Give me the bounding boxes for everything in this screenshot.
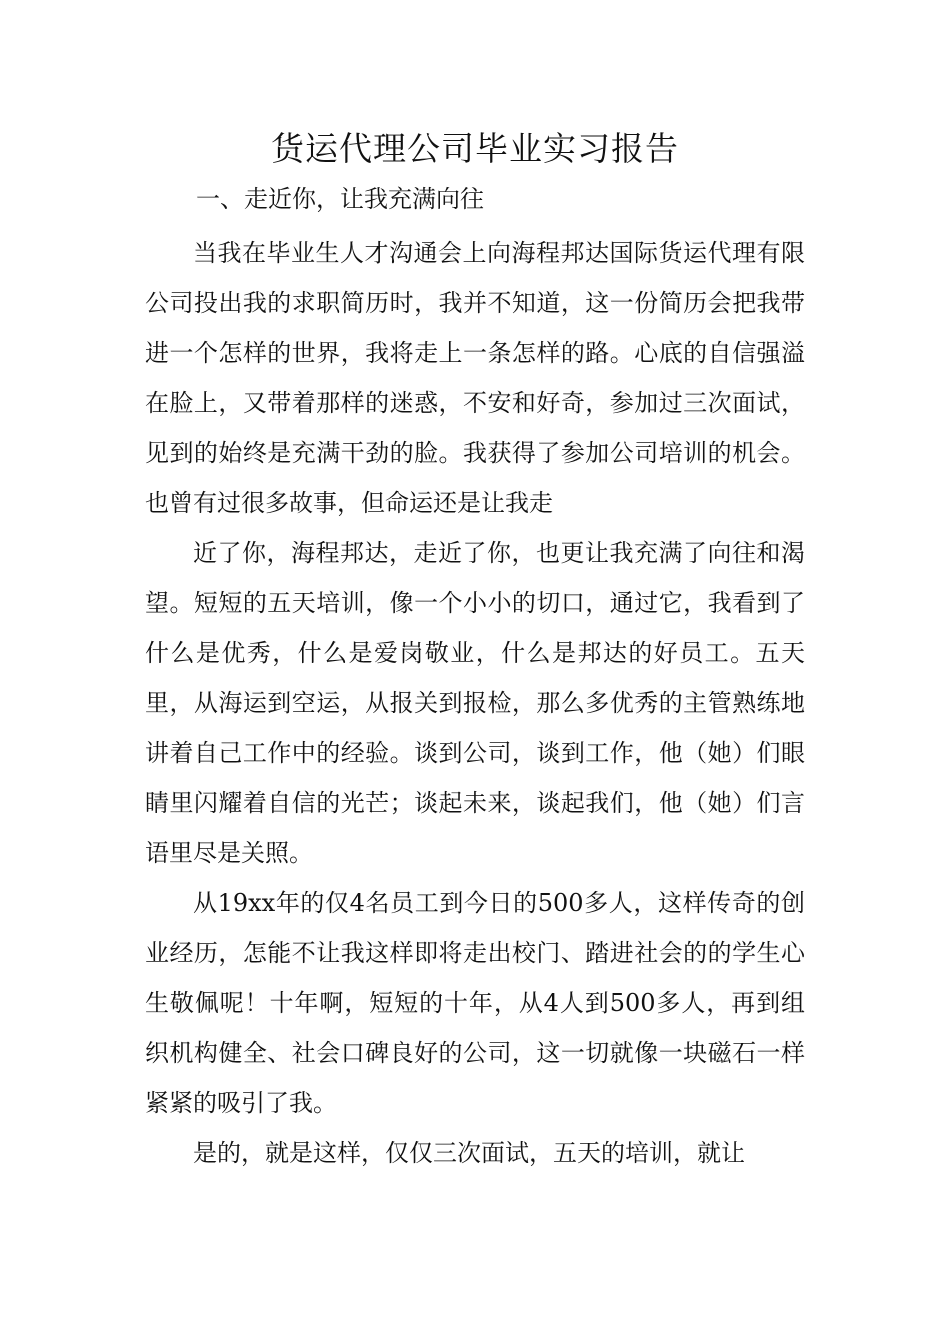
paragraph-2: 近了你，海程邦达，走近了你，也更让我充满了向往和渴望。短短的五天培训，像一个小小的切口，通过它，我看到了什么是优秀，什么是爱岗敬业，什么是邦达的好员工。五天里，从海运到空运，从报关到报检，那么多优秀的主管熟练地讲着自己工作中的经验。谈到公司，谈到工作，他（她）们眼睛里闪耀着自信的光芒；谈起未来，谈起我们，他（她）们言语里尽是关照。 — [145, 539, 805, 867]
paragraph-4: 是的，就是这样，仅仅三次面试，五天的培训，就让 — [193, 1139, 745, 1167]
section-heading: 一、走近你，让我充满向往 — [196, 185, 484, 213]
paragraph-1: 当我在毕业生人才沟通会上向海程邦达国际货运代理有限公司投出我的求职简历时，我并不知道，这一份简历会把我带进一个怎样的世界，我将走上一条怎样的路。心底的自信强溢在脸上，又带着那样的迷惑，不安和好奇，参加过三次面试，见到的始终是充满干劲的脸。我获得了参加公司培训的机会。也曾有过很多故事，但命运还是让我走 — [145, 239, 805, 517]
body-text — [145, 228, 805, 1178]
document-title: 货运代理公司毕业实习报告 — [271, 129, 679, 168]
paragraph-3: 从19xx年的仅4名员工到今日的500多人，这样传奇的创业经历，怎能不让我这样即将走出校门、踏进社会的的学生心生敬佩呢！十年啊，短短的十年，从4人到500多人，再到组织机构健全、社会口碑良好的公司，这一切就像一块磁石一样紧紧的吸引了我。 — [145, 889, 805, 1117]
